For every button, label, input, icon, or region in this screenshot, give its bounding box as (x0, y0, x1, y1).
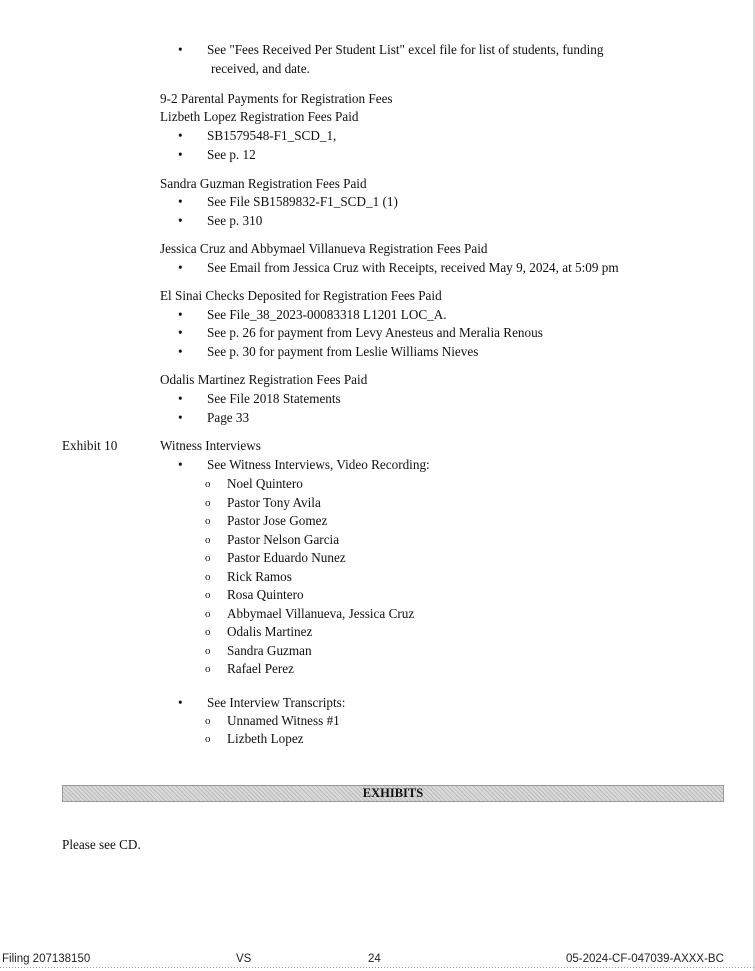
sub-bullet-icon: o (205, 589, 211, 601)
bullet-icon: • (178, 260, 183, 275)
sub-bullet-icon: o (205, 715, 211, 727)
sub-bullet-icon: o (205, 733, 211, 745)
witness-name: Pastor Jose Gomez (227, 513, 328, 528)
witness-name: Noel Quintero (227, 476, 303, 491)
witness-name: Pastor Nelson Garcia (227, 531, 340, 547)
witness-name: Sandra Guzman (227, 642, 312, 658)
group-title: Odalis Martinez Registration Fees Paid (160, 372, 368, 387)
group-title: Sandra Guzman Registration Fees Paid (160, 176, 367, 191)
group-title: Jessica Cruz and Abbymael Villanueva Registration Fees Paid (160, 241, 488, 256)
witness-name: Abbymael Villanueva, Jessica Cruz (227, 605, 415, 621)
bullet-icon: • (178, 307, 183, 322)
sub-bullet-icon: o (205, 552, 211, 564)
sub-bullet-icon: o (205, 663, 211, 675)
sub-bullet-icon: o (205, 644, 211, 657)
witness-name: Rafael Perez (227, 661, 294, 676)
footer-divider (0, 967, 755, 968)
bullet-icon: • (178, 457, 183, 472)
exhibits-header: EXHIBITS (62, 785, 724, 802)
bullet-icon: • (178, 194, 183, 209)
group-title: El Sinai Checks Deposited for Registration Fees Paid (160, 288, 442, 303)
witness-name: Pastor Eduardo Nunez (227, 550, 346, 565)
witness-name: Rosa Quintero (227, 587, 304, 602)
bullet-icon: • (178, 695, 183, 710)
bullet-icon: • (178, 147, 183, 162)
bullet-icon: • (178, 213, 183, 228)
bullet-icon: • (178, 325, 183, 340)
footer-page-number: 24 (368, 953, 381, 965)
document-page: • See "Fees Received Per Student List" excel file for list of students, funding received, and date. 9-2 Parental Payments for Registration Fees Lizbeth Lopez Registration Fees Paid • SB1579548-F1_SCD_1, • See p. 12 Sandra Guzman Registration Fees Paid • See File SB1589832-F1_SCD_1 (1) • See p. 310 Jessica Cruz and Abbymael Villanueva Registration Fees Paid • See Email from Jessica Cruz with Receipts, received May 9, 2024, at 5:09 pm El Sinai Checks Deposited for Registration Fees Paid • See File_38_2023-00083318 L1201 LOC_A. • See p. 26 for payment from Levy Anesteus and Meralia Renous • See p. 30 for payment from Leslie Williams Nieves Odalis Martinez Registration Fees Paid • See File 2018 Statements • Page 33 Exhibit 10 Witness Interviews • See Witness Interviews, Video Recording: o Noel Quintero o Pastor Tony Avila o Pastor Jose Gomez o Pastor Nelson Garcia o Pastor Eduardo Nunez o Rick Ramos o Rosa Quintero o Abbymael Villanueva, Jessica Cruz o Odalis Martinez o Sandra Guzman o Rafael Perez • See Interview Transcripts: o Unnamed Witness #1 o Lizbeth Lopez EXHIBITS Please see CD. Filing 207138150 VS 24 05-2024-CF-047039-AXXX-BC (0, 0, 755, 971)
bullet-icon: • (178, 391, 183, 406)
sub-bullet-icon: o (205, 570, 211, 583)
bullet-icon: • (178, 410, 183, 425)
witness-name: Pastor Tony Avila (227, 494, 321, 510)
footer-case-number: 05-2024-CF-047039-AXXX-BC (566, 953, 724, 965)
sub-bullet-icon: o (205, 533, 211, 546)
bullet-text: See "Fees Received Per Student List" excel file for list of students, funding (207, 42, 604, 57)
bullet-text-continuation: received, and date. (211, 61, 310, 76)
exhibit-label: Exhibit 10 (62, 438, 118, 453)
sub-bullet-icon: o (205, 607, 211, 620)
section-heading: 9-2 Parental Payments for Registration Fees (160, 91, 393, 106)
exhibit-title: Witness Interviews (160, 438, 261, 453)
bullet-icon: • (178, 42, 183, 57)
footer-code: VS (236, 953, 252, 965)
witness-name: Odalis Martinez (227, 624, 313, 639)
sub-bullet-icon: o (205, 496, 211, 509)
sub-bullet-icon: o (205, 515, 211, 527)
footer-filing: Filing 207138150 (2, 953, 91, 965)
bullet-icon: • (178, 344, 183, 359)
sub-bullet-icon: o (205, 626, 211, 638)
group-title: Lizbeth Lopez Registration Fees Paid (160, 109, 359, 124)
sub-bullet-icon: o (205, 478, 211, 490)
exhibits-body: Please see CD. (62, 837, 141, 852)
witness-name: Rick Ramos (227, 568, 292, 584)
bullet-icon: • (178, 128, 183, 143)
